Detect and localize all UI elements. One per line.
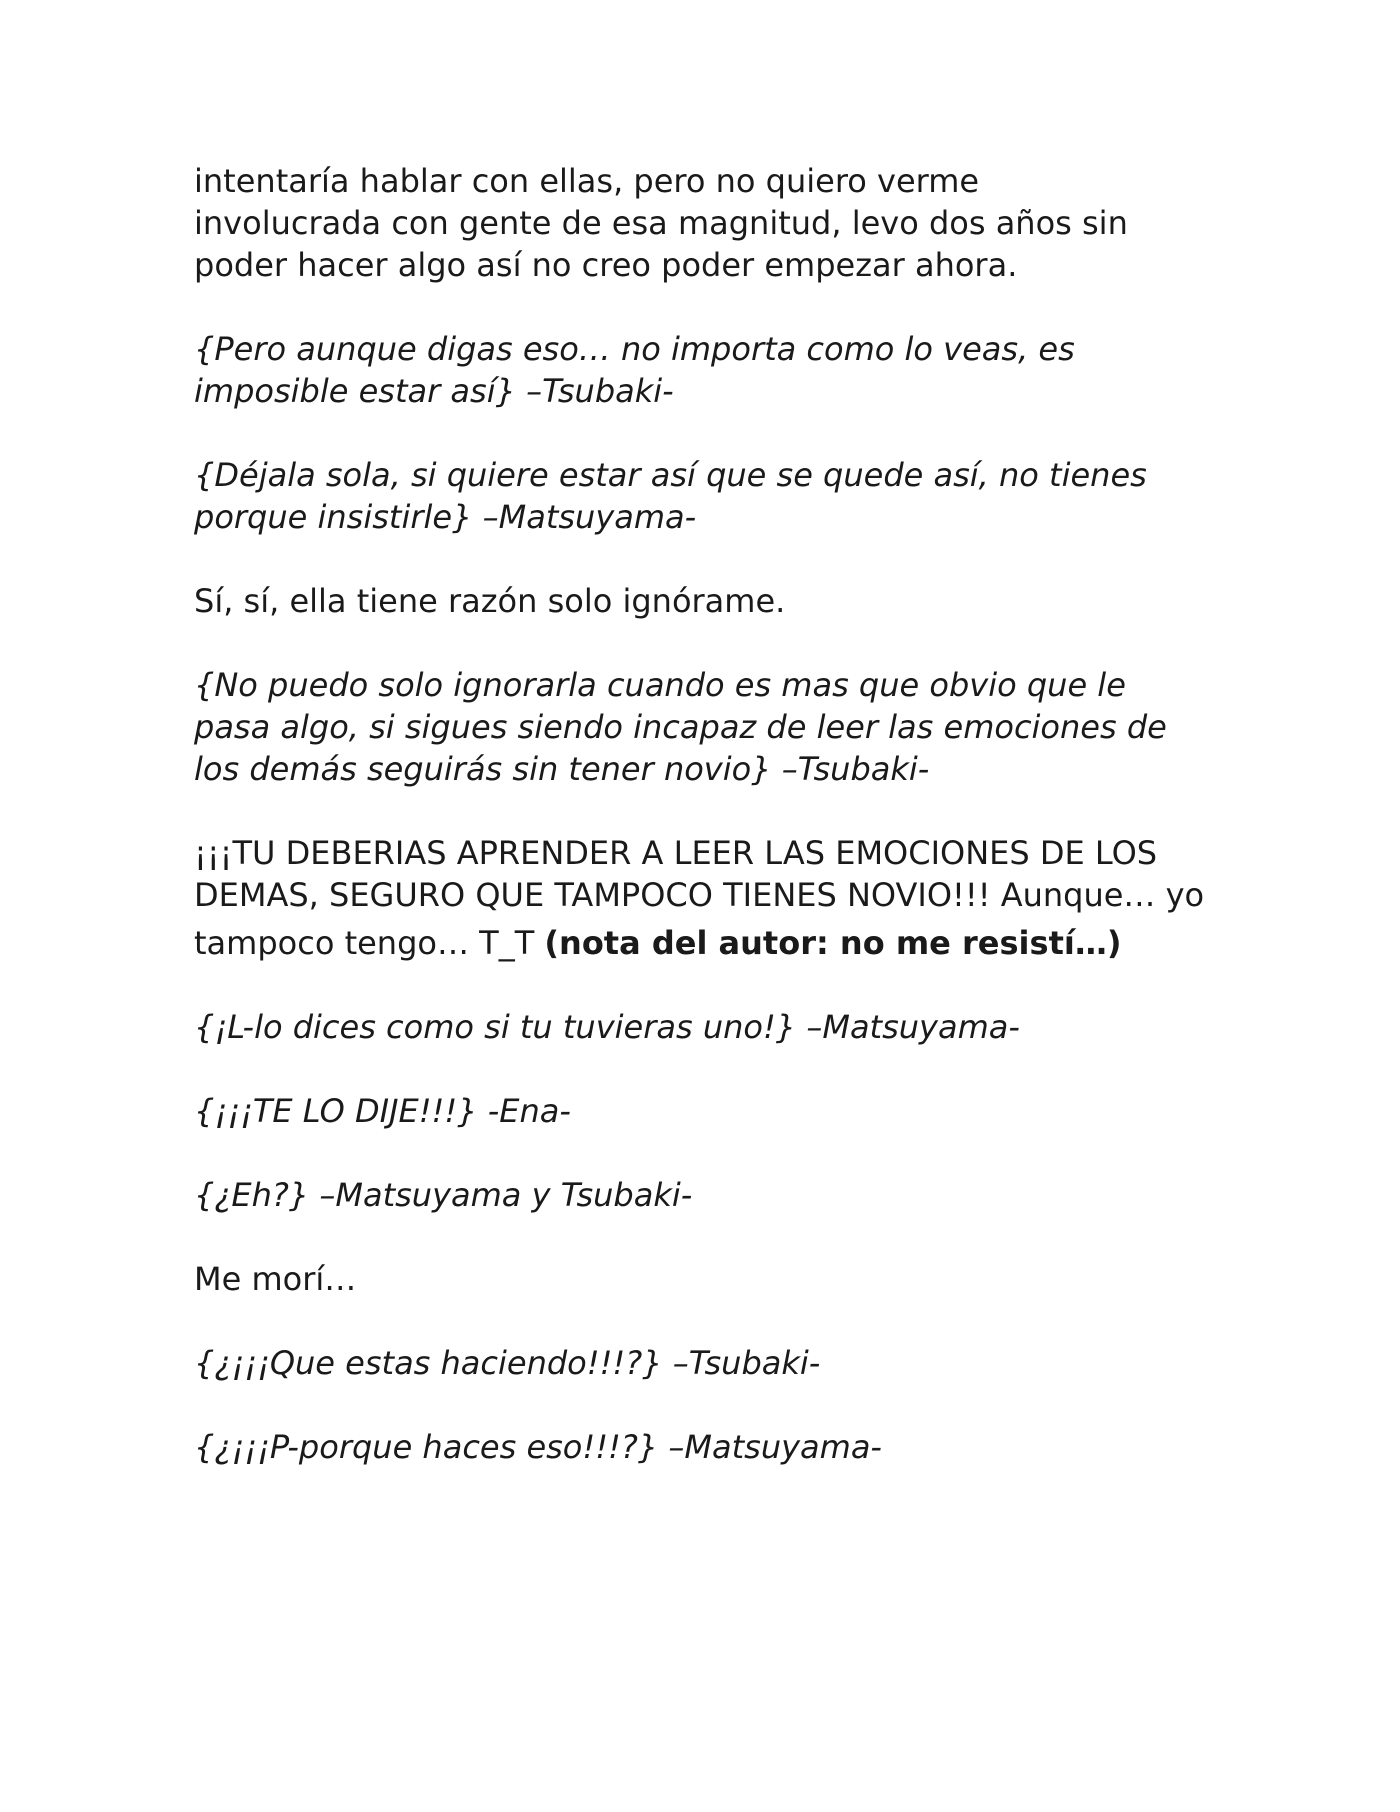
document-body	[194, 160, 1224, 1510]
text-line: intentaría hablar con ellas, pero no quiero verme	[194, 162, 980, 200]
text-line: Me morí…	[194, 1260, 357, 1298]
text-line: {¿¡¡¡Que estas haciendo!!!?} –Tsubaki-	[194, 1344, 821, 1382]
dialogue-matsuyama-2	[194, 1006, 1224, 1048]
dialogue-matsuyama-tsubaki-1	[194, 1174, 1224, 1216]
text-line: los demás seguirás sin tener novio} –Tsubaki-	[194, 750, 930, 788]
dialogue-tsubaki-3	[194, 1342, 1224, 1384]
narration-paragraph-1	[194, 160, 1224, 286]
narration-paragraph-3	[194, 832, 1224, 964]
narration-paragraph-4	[194, 1258, 1224, 1300]
narration-paragraph-2	[194, 580, 1224, 622]
text-line: {Pero aunque digas eso… no importa como lo veas, es	[194, 330, 1075, 368]
text-line: Sí, sí, ella tiene razón solo ignórame.	[194, 582, 786, 620]
text-line: {No puedo solo ignorarla cuando es mas que obvio que le	[194, 666, 1126, 704]
text-line: {¡¡¡TE LO DIJE!!!} -Ena-	[194, 1092, 571, 1130]
text-line: involucrada con gente de esa magnitud, levo dos años sin	[194, 204, 1128, 242]
text-line	[194, 922, 1224, 964]
author-note: (nota del autor: no me resistí…)	[544, 924, 1122, 962]
dialogue-tsubaki-2	[194, 664, 1224, 790]
text-line: ¡¡¡TU DEBERIAS APRENDER A LEER LAS EMOCIONES DE LOS	[194, 834, 1158, 872]
dialogue-matsuyama-1	[194, 454, 1224, 538]
text-line: DEMAS, SEGURO QUE TAMPOCO TIENES NOVIO!!! Aunque… yo	[194, 876, 1205, 914]
dialogue-tsubaki-1	[194, 328, 1224, 412]
text-line: {¡L-lo dices como si tu tuvieras uno!} –Matsuyama-	[194, 1008, 1020, 1046]
text-run: tampoco tengo… T_T	[194, 924, 545, 962]
text-line: {¿Eh?} –Matsuyama y Tsubaki-	[194, 1176, 693, 1214]
text-line: {¿¡¡¡P-porque haces eso!!!?} –Matsuyama-	[194, 1428, 882, 1466]
text-line: imposible estar así} –Tsubaki-	[194, 372, 674, 410]
text-line: poder hacer algo así no creo poder empezar ahora.	[194, 246, 1018, 284]
text-line: pasa algo, si sigues siendo incapaz de leer las emociones de	[194, 708, 1167, 746]
dialogue-matsuyama-3	[194, 1426, 1224, 1468]
text-line: {Déjala sola, si quiere estar así que se quede así, no tienes	[194, 456, 1147, 494]
text-line: porque insistirle} –Matsuyama-	[194, 498, 697, 536]
dialogue-ena-1	[194, 1090, 1224, 1132]
